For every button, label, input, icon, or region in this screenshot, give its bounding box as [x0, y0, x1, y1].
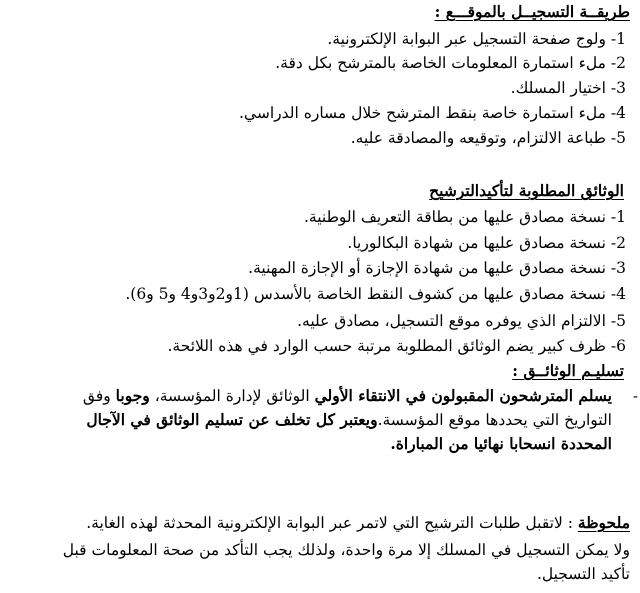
- document-item-4: 4- نسخة مصادق عليها من كشوف النقط الخاصة بالأسدس (1و2و3و4 و5 و6).: [125, 285, 626, 303]
- registration-step-1: 1- ولوج صفحة التسجيل عبر البوابة الإلكترونية.: [327, 30, 626, 48]
- submission-line-1: [83, 386, 612, 406]
- submission-line-1-bold: يسلم المترشحون المقبولون في الانتقاء الأولي: [314, 386, 612, 405]
- document-item-6: 6- ظرف كبير يضم الوثائق المطلوبة مرتبة حسب الوارد في هذه اللائحة.: [167, 337, 626, 355]
- submission-line-1-normal2: وفق: [82, 387, 116, 405]
- bullet-marker: -: [632, 387, 638, 405]
- submission-line-2-bold: ويعتبر كل تخلف عن تسليم الوثائق في الآجال: [86, 410, 378, 429]
- note-line-2: ولا يمكن التسجيل في المسلك إلا مرة واحدة، ولذلك يجب التأكد من صحة المعلومات قبل: [62, 541, 630, 559]
- document-item-2: 2- نسخة مصادق عليها من شهادة البكالوريا.: [347, 234, 626, 252]
- submission-line-2: [86, 410, 612, 430]
- registration-step-5: 5- طباعة الالتزام، وتوقيعه والمصادقة عليه.: [350, 129, 626, 147]
- required-documents-heading: الوثائق المطلوبة لتأكيدالترشيح: [429, 181, 624, 200]
- documents-submission-heading: تسليـم الوثائــق :: [512, 361, 624, 380]
- submission-line-2-normal: التواريخ التي يحددها موقع المؤسسة.: [377, 411, 612, 429]
- note-line-3: تأكيد التسجيل.: [536, 565, 630, 583]
- registration-method-heading: طريقــة التسجيــل بالموقـــع :: [434, 2, 630, 21]
- document-item-3: 3- نسخة مصادق عليها من شهادة الإجازة أو الإجازة المهنية.: [248, 259, 626, 277]
- note-label: ملحوظة: [577, 513, 630, 532]
- document-item-5: 5- الالتزام الذي يوفره موقع التسجيل، مصادق عليه.: [297, 312, 626, 330]
- registration-step-3: 3- اختيار المسلك.: [510, 79, 626, 97]
- document-item-1: 1- نسخة مصادق عليها من بطاقة التعريف الوطنية.: [303, 208, 626, 226]
- submission-line-1-bold2: وجوبا: [115, 386, 150, 405]
- registration-step-2: 2- ملء استمارة المعلومات الخاصة بالمترشح بكل دقة.: [275, 54, 626, 72]
- submission-line-1-normal: الوثائق لإدارة المؤسسة،: [149, 387, 315, 405]
- note-line-1: [86, 513, 630, 533]
- registration-step-4: 4- ملء استمارة خاصة بنقط المترشح خلال مساره الدراسي.: [239, 104, 626, 122]
- submission-line-3: المحددة انسحابا نهائيا من المباراة.: [390, 434, 612, 453]
- note-line-1-text: : لاتقبل طلبات الترشيح التي لاتمر عبر البوابة الإلكترونية المحدثة لهذه الغاية.: [86, 514, 578, 532]
